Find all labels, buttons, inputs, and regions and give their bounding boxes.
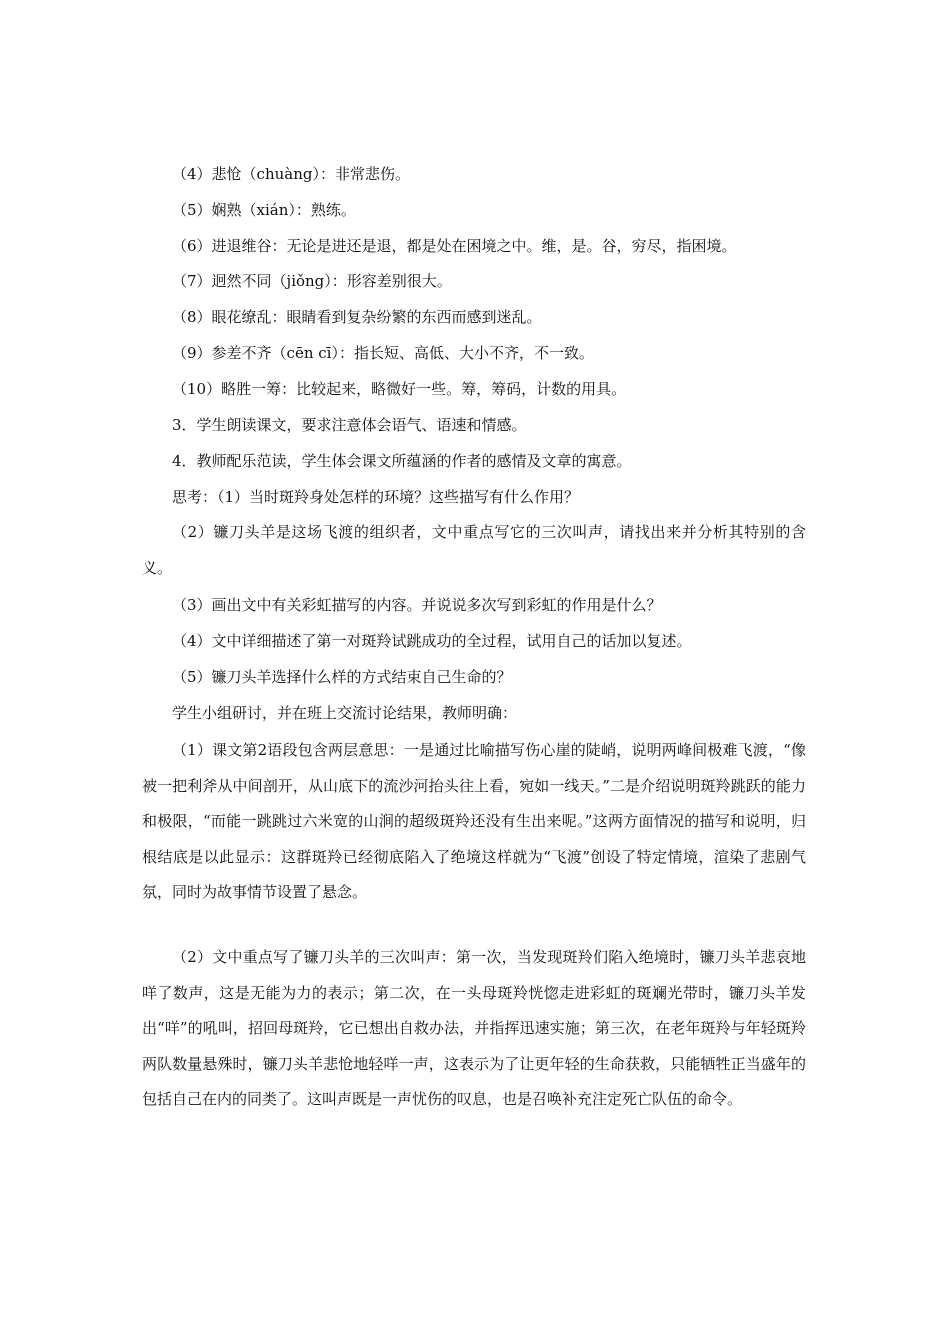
question-item: （5）镰刀头羊选择什么样的方式结束自己生命的？: [172, 668, 512, 686]
question-item: （2）镰刀头羊是这场飞渡的组织者，文中重点写它的三次叫声，请找出来并分析其特别的含义。: [142, 523, 806, 577]
question-item: （4）文中详细描述了第一对斑羚试跳成功的全过程，试用自己的话加以复述。: [172, 632, 692, 650]
step-item: 3．学生朗读课文，要求注意体会语气、语速和情感。: [172, 416, 527, 434]
definition-item: （7）迥然不同（jiǒng）：形容差别很大。: [172, 272, 452, 290]
step-item: 4．教师配乐范读，学生体会课文所蕴涵的作者的感情及文章的寓意。: [172, 452, 632, 470]
question-item: 思考：（1）当时斑羚身处怎样的环境？这些描写有什么作用？: [172, 488, 580, 506]
definition-item: （6）进退维谷：无论是进还是退，都是处在困境之中。维，是。谷，穷尽，指困境。: [172, 237, 737, 255]
answer-paragraph: （2）文中重点写了镰刀头羊的三次叫声：第一次，当发现斑羚们陷入绝境时，镰刀头羊悲哀地咩了数声，这是无能为力的表示；第二次，在一头母斑羚恍惚走进彩虹的斑斓光带时，镰刀头羊发出“咩”的吼叫，招回母斑羚，它已想出自救办法，并指挥迅速实施；第三次，在老年斑羚与年轻斑羚两队数量悬殊时，镰刀头羊悲怆地轻咩一声，这表示为了让更年轻的生命获救，只能牺牲正当盛年的包括自己在内的同类了。这叫声既是一声忧伤的叹息，也是召唤补充注定死亡队伍的命令。: [142, 948, 806, 1108]
definition-item: （9）参差不齐（cēn cī）：指长短、高低、大小不齐，不一致。: [172, 344, 594, 362]
definition-item: （8）眼花缭乱：眼睛看到复杂纷繁的东西而感到迷乱。: [172, 308, 542, 326]
definition-item: （4）悲怆（chuàng）：非常悲伤。: [172, 165, 410, 183]
question-item: （3）画出文中有关彩虹描写的内容。并说说多次写到彩虹的作用是什么？: [172, 596, 662, 614]
definition-item: （10）略胜一筹：比较起来，略微好一些。筹，筹码，计数的用具。: [172, 380, 627, 398]
discussion-intro: 学生小组研讨，并在班上交流讨论结果，教师明确：: [172, 704, 518, 722]
definition-item: （5）娴熟（xián）：熟练。: [172, 201, 356, 219]
answer-paragraph: （1）课文第2语段包含两层意思：一是通过比喻描写伤心崖的陡峭，说明两峰间极难飞渡，“像被一把利斧从中间剖开，从山底下的流沙河抬头往上看，宛如一线天。”二是介绍说明斑羚跳跃的能力和极限，“而能一跳跳过六米宽的山涧的超级斑羚还没有生出来呢。”这两方面情况的描写和说明，归根结底是以此显示：这群斑羚已经彻底陷入了绝境这样就为“飞渡”创设了特定情境，渲染了悲剧气氛，同时为故事情节设置了悬念。: [142, 741, 806, 901]
